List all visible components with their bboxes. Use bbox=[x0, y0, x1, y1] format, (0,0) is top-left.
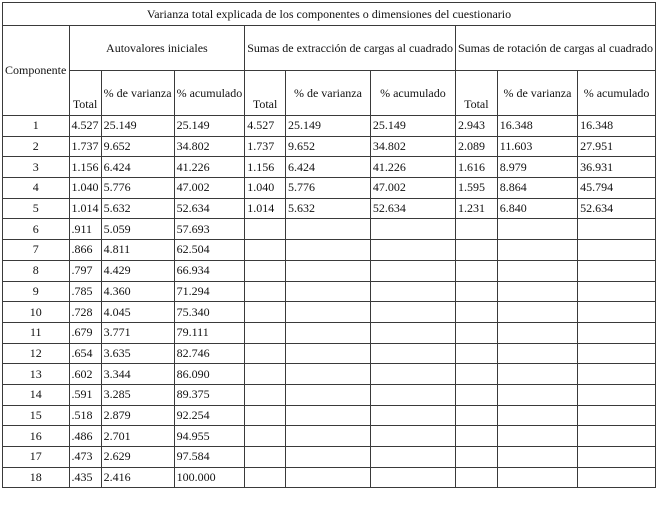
cell-rotation-pct-accumulated bbox=[578, 240, 656, 261]
cell-rotation-pct-variance bbox=[497, 405, 577, 426]
cell-initial-pct-accumulated: 89.375 bbox=[174, 384, 245, 405]
cell-rotation-pct-accumulated: 52.634 bbox=[578, 198, 656, 219]
cell-initial-pct-accumulated: 62.504 bbox=[174, 240, 245, 261]
cell-initial-total: 1.040 bbox=[69, 178, 101, 199]
table-row bbox=[3, 198, 656, 219]
cell-initial-pct-variance: 3.771 bbox=[101, 322, 174, 343]
cell-initial-pct-accumulated: 34.802 bbox=[174, 136, 245, 157]
cell-component: 4 bbox=[3, 178, 70, 199]
cell-extraction-pct-accumulated bbox=[370, 302, 455, 323]
variance-table bbox=[2, 2, 656, 488]
table-row bbox=[3, 136, 656, 157]
cell-initial-pct-variance: 4.360 bbox=[101, 281, 174, 302]
cell-initial-pct-accumulated: 66.934 bbox=[174, 260, 245, 281]
cell-rotation-total bbox=[455, 364, 497, 385]
cell-extraction-pct-accumulated: 47.002 bbox=[370, 178, 455, 199]
cell-extraction-total bbox=[245, 281, 286, 302]
cell-rotation-pct-variance bbox=[497, 281, 577, 302]
cell-rotation-pct-accumulated bbox=[578, 219, 656, 240]
cell-extraction-pct-variance: 5.776 bbox=[285, 178, 370, 199]
cell-initial-pct-accumulated: 71.294 bbox=[174, 281, 245, 302]
cell-component: 16 bbox=[3, 426, 70, 447]
cell-extraction-total bbox=[245, 260, 286, 281]
cell-initial-pct-variance: 2.416 bbox=[101, 467, 174, 488]
cell-initial-pct-accumulated: 47.002 bbox=[174, 178, 245, 199]
cell-initial-pct-accumulated: 94.955 bbox=[174, 426, 245, 447]
cell-rotation-total bbox=[455, 426, 497, 447]
cell-extraction-pct-variance: 9.652 bbox=[285, 136, 370, 157]
cell-extraction-pct-variance bbox=[285, 447, 370, 468]
cell-initial-total: .797 bbox=[69, 260, 101, 281]
cell-rotation-pct-accumulated bbox=[578, 447, 656, 468]
cell-extraction-pct-accumulated bbox=[370, 260, 455, 281]
cell-rotation-total bbox=[455, 322, 497, 343]
cell-initial-pct-variance: 3.285 bbox=[101, 384, 174, 405]
cell-extraction-pct-accumulated bbox=[370, 240, 455, 261]
cell-initial-pct-accumulated: 97.584 bbox=[174, 447, 245, 468]
cell-extraction-total bbox=[245, 219, 286, 240]
table-row bbox=[3, 240, 656, 261]
cell-initial-pct-variance: 3.635 bbox=[101, 343, 174, 364]
cell-rotation-pct-accumulated bbox=[578, 322, 656, 343]
cell-rotation-pct-accumulated: 45.794 bbox=[578, 178, 656, 199]
table-title: Varianza total explicada de los componentes o dimensiones del cuestionario bbox=[3, 3, 656, 26]
header-rotation-sums: Sumas de rotación de cargas al cuadrado bbox=[455, 26, 655, 71]
cell-initial-total: .602 bbox=[69, 364, 101, 385]
cell-component: 18 bbox=[3, 467, 70, 488]
cell-component: 13 bbox=[3, 364, 70, 385]
header-component: Componente bbox=[3, 26, 70, 116]
cell-extraction-total bbox=[245, 467, 286, 488]
cell-component: 5 bbox=[3, 198, 70, 219]
table-row bbox=[3, 157, 656, 178]
table-row bbox=[3, 178, 656, 199]
cell-extraction-total bbox=[245, 384, 286, 405]
cell-component: 1 bbox=[3, 116, 70, 137]
cell-rotation-pct-variance: 8.864 bbox=[497, 178, 577, 199]
cell-rotation-pct-accumulated bbox=[578, 281, 656, 302]
cell-initial-pct-accumulated: 86.090 bbox=[174, 364, 245, 385]
cell-rotation-total: 1.595 bbox=[455, 178, 497, 199]
cell-rotation-pct-variance bbox=[497, 447, 577, 468]
cell-rotation-total bbox=[455, 384, 497, 405]
table-row bbox=[3, 281, 656, 302]
table-row bbox=[3, 302, 656, 323]
cell-initial-pct-variance: 4.429 bbox=[101, 260, 174, 281]
header-extraction-pct-variance: % de varianza bbox=[285, 71, 370, 116]
cell-extraction-pct-accumulated bbox=[370, 281, 455, 302]
cell-rotation-pct-variance: 6.840 bbox=[497, 198, 577, 219]
header-initial-pct-variance: % de varianza bbox=[101, 71, 174, 116]
cell-extraction-pct-variance bbox=[285, 302, 370, 323]
cell-rotation-pct-accumulated bbox=[578, 405, 656, 426]
cell-rotation-pct-accumulated bbox=[578, 384, 656, 405]
table-row bbox=[3, 447, 656, 468]
cell-initial-pct-variance: 5.776 bbox=[101, 178, 174, 199]
cell-initial-total: .435 bbox=[69, 467, 101, 488]
cell-rotation-total bbox=[455, 281, 497, 302]
header-rotation-pct-variance: % de varianza bbox=[497, 71, 577, 116]
cell-initial-total: .679 bbox=[69, 322, 101, 343]
header-initial-pct-accumulated: % acumulado bbox=[174, 71, 245, 116]
cell-initial-total: .654 bbox=[69, 343, 101, 364]
cell-rotation-pct-variance: 11.603 bbox=[497, 136, 577, 157]
cell-extraction-total: 1.156 bbox=[245, 157, 286, 178]
cell-rotation-pct-variance bbox=[497, 302, 577, 323]
cell-component: 9 bbox=[3, 281, 70, 302]
cell-initial-pct-variance: 4.045 bbox=[101, 302, 174, 323]
cell-rotation-pct-variance bbox=[497, 364, 577, 385]
cell-extraction-pct-variance bbox=[285, 240, 370, 261]
cell-extraction-total bbox=[245, 364, 286, 385]
cell-extraction-total: 1.040 bbox=[245, 178, 286, 199]
cell-component: 11 bbox=[3, 322, 70, 343]
cell-rotation-pct-accumulated: 36.931 bbox=[578, 157, 656, 178]
cell-rotation-total: 1.231 bbox=[455, 198, 497, 219]
cell-initial-pct-accumulated: 100.000 bbox=[174, 467, 245, 488]
cell-rotation-total bbox=[455, 302, 497, 323]
cell-rotation-pct-variance: 16.348 bbox=[497, 116, 577, 137]
cell-initial-pct-variance: 5.059 bbox=[101, 219, 174, 240]
table-row bbox=[3, 322, 656, 343]
cell-extraction-pct-variance bbox=[285, 322, 370, 343]
cell-initial-pct-variance: 25.149 bbox=[101, 116, 174, 137]
cell-component: 3 bbox=[3, 157, 70, 178]
cell-initial-total: .911 bbox=[69, 219, 101, 240]
header-extraction-sums: Sumas de extracción de cargas al cuadrado bbox=[245, 26, 456, 71]
cell-rotation-pct-accumulated bbox=[578, 426, 656, 447]
cell-extraction-pct-accumulated bbox=[370, 343, 455, 364]
cell-component: 7 bbox=[3, 240, 70, 261]
cell-initial-pct-variance: 2.701 bbox=[101, 426, 174, 447]
cell-initial-total: 1.156 bbox=[69, 157, 101, 178]
cell-rotation-total bbox=[455, 447, 497, 468]
cell-initial-pct-accumulated: 79.111 bbox=[174, 322, 245, 343]
cell-extraction-pct-variance: 25.149 bbox=[285, 116, 370, 137]
cell-rotation-pct-variance bbox=[497, 343, 577, 364]
cell-rotation-pct-variance bbox=[497, 384, 577, 405]
cell-initial-pct-accumulated: 92.254 bbox=[174, 405, 245, 426]
cell-extraction-pct-variance bbox=[285, 260, 370, 281]
cell-initial-total: .473 bbox=[69, 447, 101, 468]
cell-initial-total: 4.527 bbox=[69, 116, 101, 137]
cell-initial-total: 1.737 bbox=[69, 136, 101, 157]
cell-initial-total: .486 bbox=[69, 426, 101, 447]
cell-rotation-pct-accumulated bbox=[578, 364, 656, 385]
cell-initial-pct-variance: 9.652 bbox=[101, 136, 174, 157]
cell-rotation-pct-variance bbox=[497, 240, 577, 261]
cell-rotation-total bbox=[455, 219, 497, 240]
cell-extraction-total: 4.527 bbox=[245, 116, 286, 137]
cell-rotation-total bbox=[455, 240, 497, 261]
cell-rotation-total: 2.943 bbox=[455, 116, 497, 137]
cell-initial-total: .728 bbox=[69, 302, 101, 323]
table-row bbox=[3, 116, 656, 137]
cell-rotation-pct-accumulated bbox=[578, 343, 656, 364]
cell-component: 17 bbox=[3, 447, 70, 468]
cell-extraction-pct-variance bbox=[285, 384, 370, 405]
cell-extraction-pct-accumulated: 34.802 bbox=[370, 136, 455, 157]
cell-rotation-pct-variance bbox=[497, 322, 577, 343]
cell-extraction-total: 1.737 bbox=[245, 136, 286, 157]
cell-component: 15 bbox=[3, 405, 70, 426]
table-row bbox=[3, 467, 656, 488]
cell-initial-pct-accumulated: 57.693 bbox=[174, 219, 245, 240]
table-row bbox=[3, 384, 656, 405]
table-row bbox=[3, 364, 656, 385]
header-initial-eigenvalues: Autovalores iniciales bbox=[69, 26, 245, 71]
cell-rotation-total bbox=[455, 260, 497, 281]
cell-rotation-total: 1.616 bbox=[455, 157, 497, 178]
table-row bbox=[3, 405, 656, 426]
cell-component: 14 bbox=[3, 384, 70, 405]
cell-rotation-pct-accumulated bbox=[578, 467, 656, 488]
cell-initial-pct-accumulated: 75.340 bbox=[174, 302, 245, 323]
cell-extraction-pct-accumulated bbox=[370, 405, 455, 426]
cell-rotation-total bbox=[455, 343, 497, 364]
cell-initial-total: .518 bbox=[69, 405, 101, 426]
cell-rotation-pct-variance: 8.979 bbox=[497, 157, 577, 178]
table-row bbox=[3, 219, 656, 240]
cell-rotation-total bbox=[455, 467, 497, 488]
cell-extraction-pct-variance bbox=[285, 364, 370, 385]
cell-extraction-pct-accumulated bbox=[370, 219, 455, 240]
header-extraction-pct-accumulated: % acumulado bbox=[370, 71, 455, 116]
cell-extraction-pct-variance bbox=[285, 467, 370, 488]
table-body bbox=[3, 116, 656, 488]
cell-rotation-pct-variance bbox=[497, 219, 577, 240]
cell-extraction-total bbox=[245, 426, 286, 447]
cell-component: 2 bbox=[3, 136, 70, 157]
table-row bbox=[3, 343, 656, 364]
cell-initial-total: .785 bbox=[69, 281, 101, 302]
cell-initial-pct-accumulated: 25.149 bbox=[174, 116, 245, 137]
cell-extraction-pct-accumulated: 25.149 bbox=[370, 116, 455, 137]
cell-extraction-pct-accumulated bbox=[370, 322, 455, 343]
cell-extraction-pct-variance: 6.424 bbox=[285, 157, 370, 178]
cell-initial-pct-variance: 2.879 bbox=[101, 405, 174, 426]
cell-rotation-pct-accumulated bbox=[578, 302, 656, 323]
cell-initial-pct-accumulated: 52.634 bbox=[174, 198, 245, 219]
cell-extraction-total: 1.014 bbox=[245, 198, 286, 219]
cell-initial-pct-accumulated: 41.226 bbox=[174, 157, 245, 178]
cell-rotation-pct-variance bbox=[497, 426, 577, 447]
cell-rotation-pct-variance bbox=[497, 467, 577, 488]
cell-rotation-pct-accumulated: 16.348 bbox=[578, 116, 656, 137]
cell-rotation-pct-accumulated bbox=[578, 260, 656, 281]
cell-rotation-pct-variance bbox=[497, 260, 577, 281]
table-row bbox=[3, 426, 656, 447]
cell-initial-total: .866 bbox=[69, 240, 101, 261]
cell-rotation-pct-accumulated: 27.951 bbox=[578, 136, 656, 157]
header-rotation-pct-accumulated: % acumulado bbox=[578, 71, 656, 116]
cell-extraction-total bbox=[245, 240, 286, 261]
table-row bbox=[3, 260, 656, 281]
cell-initial-pct-variance: 6.424 bbox=[101, 157, 174, 178]
cell-extraction-pct-accumulated bbox=[370, 384, 455, 405]
cell-extraction-pct-accumulated bbox=[370, 364, 455, 385]
cell-extraction-pct-accumulated: 41.226 bbox=[370, 157, 455, 178]
header-initial-total: Total bbox=[69, 71, 101, 116]
cell-extraction-total bbox=[245, 405, 286, 426]
cell-extraction-total bbox=[245, 302, 286, 323]
cell-initial-pct-variance: 4.811 bbox=[101, 240, 174, 261]
cell-extraction-pct-accumulated bbox=[370, 426, 455, 447]
cell-initial-pct-variance: 2.629 bbox=[101, 447, 174, 468]
cell-extraction-pct-accumulated bbox=[370, 447, 455, 468]
cell-extraction-total bbox=[245, 447, 286, 468]
cell-initial-pct-variance: 5.632 bbox=[101, 198, 174, 219]
cell-component: 10 bbox=[3, 302, 70, 323]
header-extraction-total: Total bbox=[245, 71, 286, 116]
cell-extraction-pct-accumulated bbox=[370, 467, 455, 488]
cell-extraction-total bbox=[245, 322, 286, 343]
cell-component: 8 bbox=[3, 260, 70, 281]
cell-initial-total: .591 bbox=[69, 384, 101, 405]
cell-extraction-pct-variance bbox=[285, 426, 370, 447]
cell-extraction-pct-variance bbox=[285, 281, 370, 302]
cell-rotation-total bbox=[455, 405, 497, 426]
cell-rotation-total: 2.089 bbox=[455, 136, 497, 157]
cell-initial-pct-accumulated: 82.746 bbox=[174, 343, 245, 364]
cell-extraction-total bbox=[245, 343, 286, 364]
cell-initial-pct-variance: 3.344 bbox=[101, 364, 174, 385]
cell-extraction-pct-variance bbox=[285, 405, 370, 426]
cell-extraction-pct-variance bbox=[285, 343, 370, 364]
cell-component: 12 bbox=[3, 343, 70, 364]
cell-component: 6 bbox=[3, 219, 70, 240]
cell-extraction-pct-variance: 5.632 bbox=[285, 198, 370, 219]
cell-extraction-pct-accumulated: 52.634 bbox=[370, 198, 455, 219]
header-rotation-total: Total bbox=[455, 71, 497, 116]
cell-initial-total: 1.014 bbox=[69, 198, 101, 219]
cell-extraction-pct-variance bbox=[285, 219, 370, 240]
